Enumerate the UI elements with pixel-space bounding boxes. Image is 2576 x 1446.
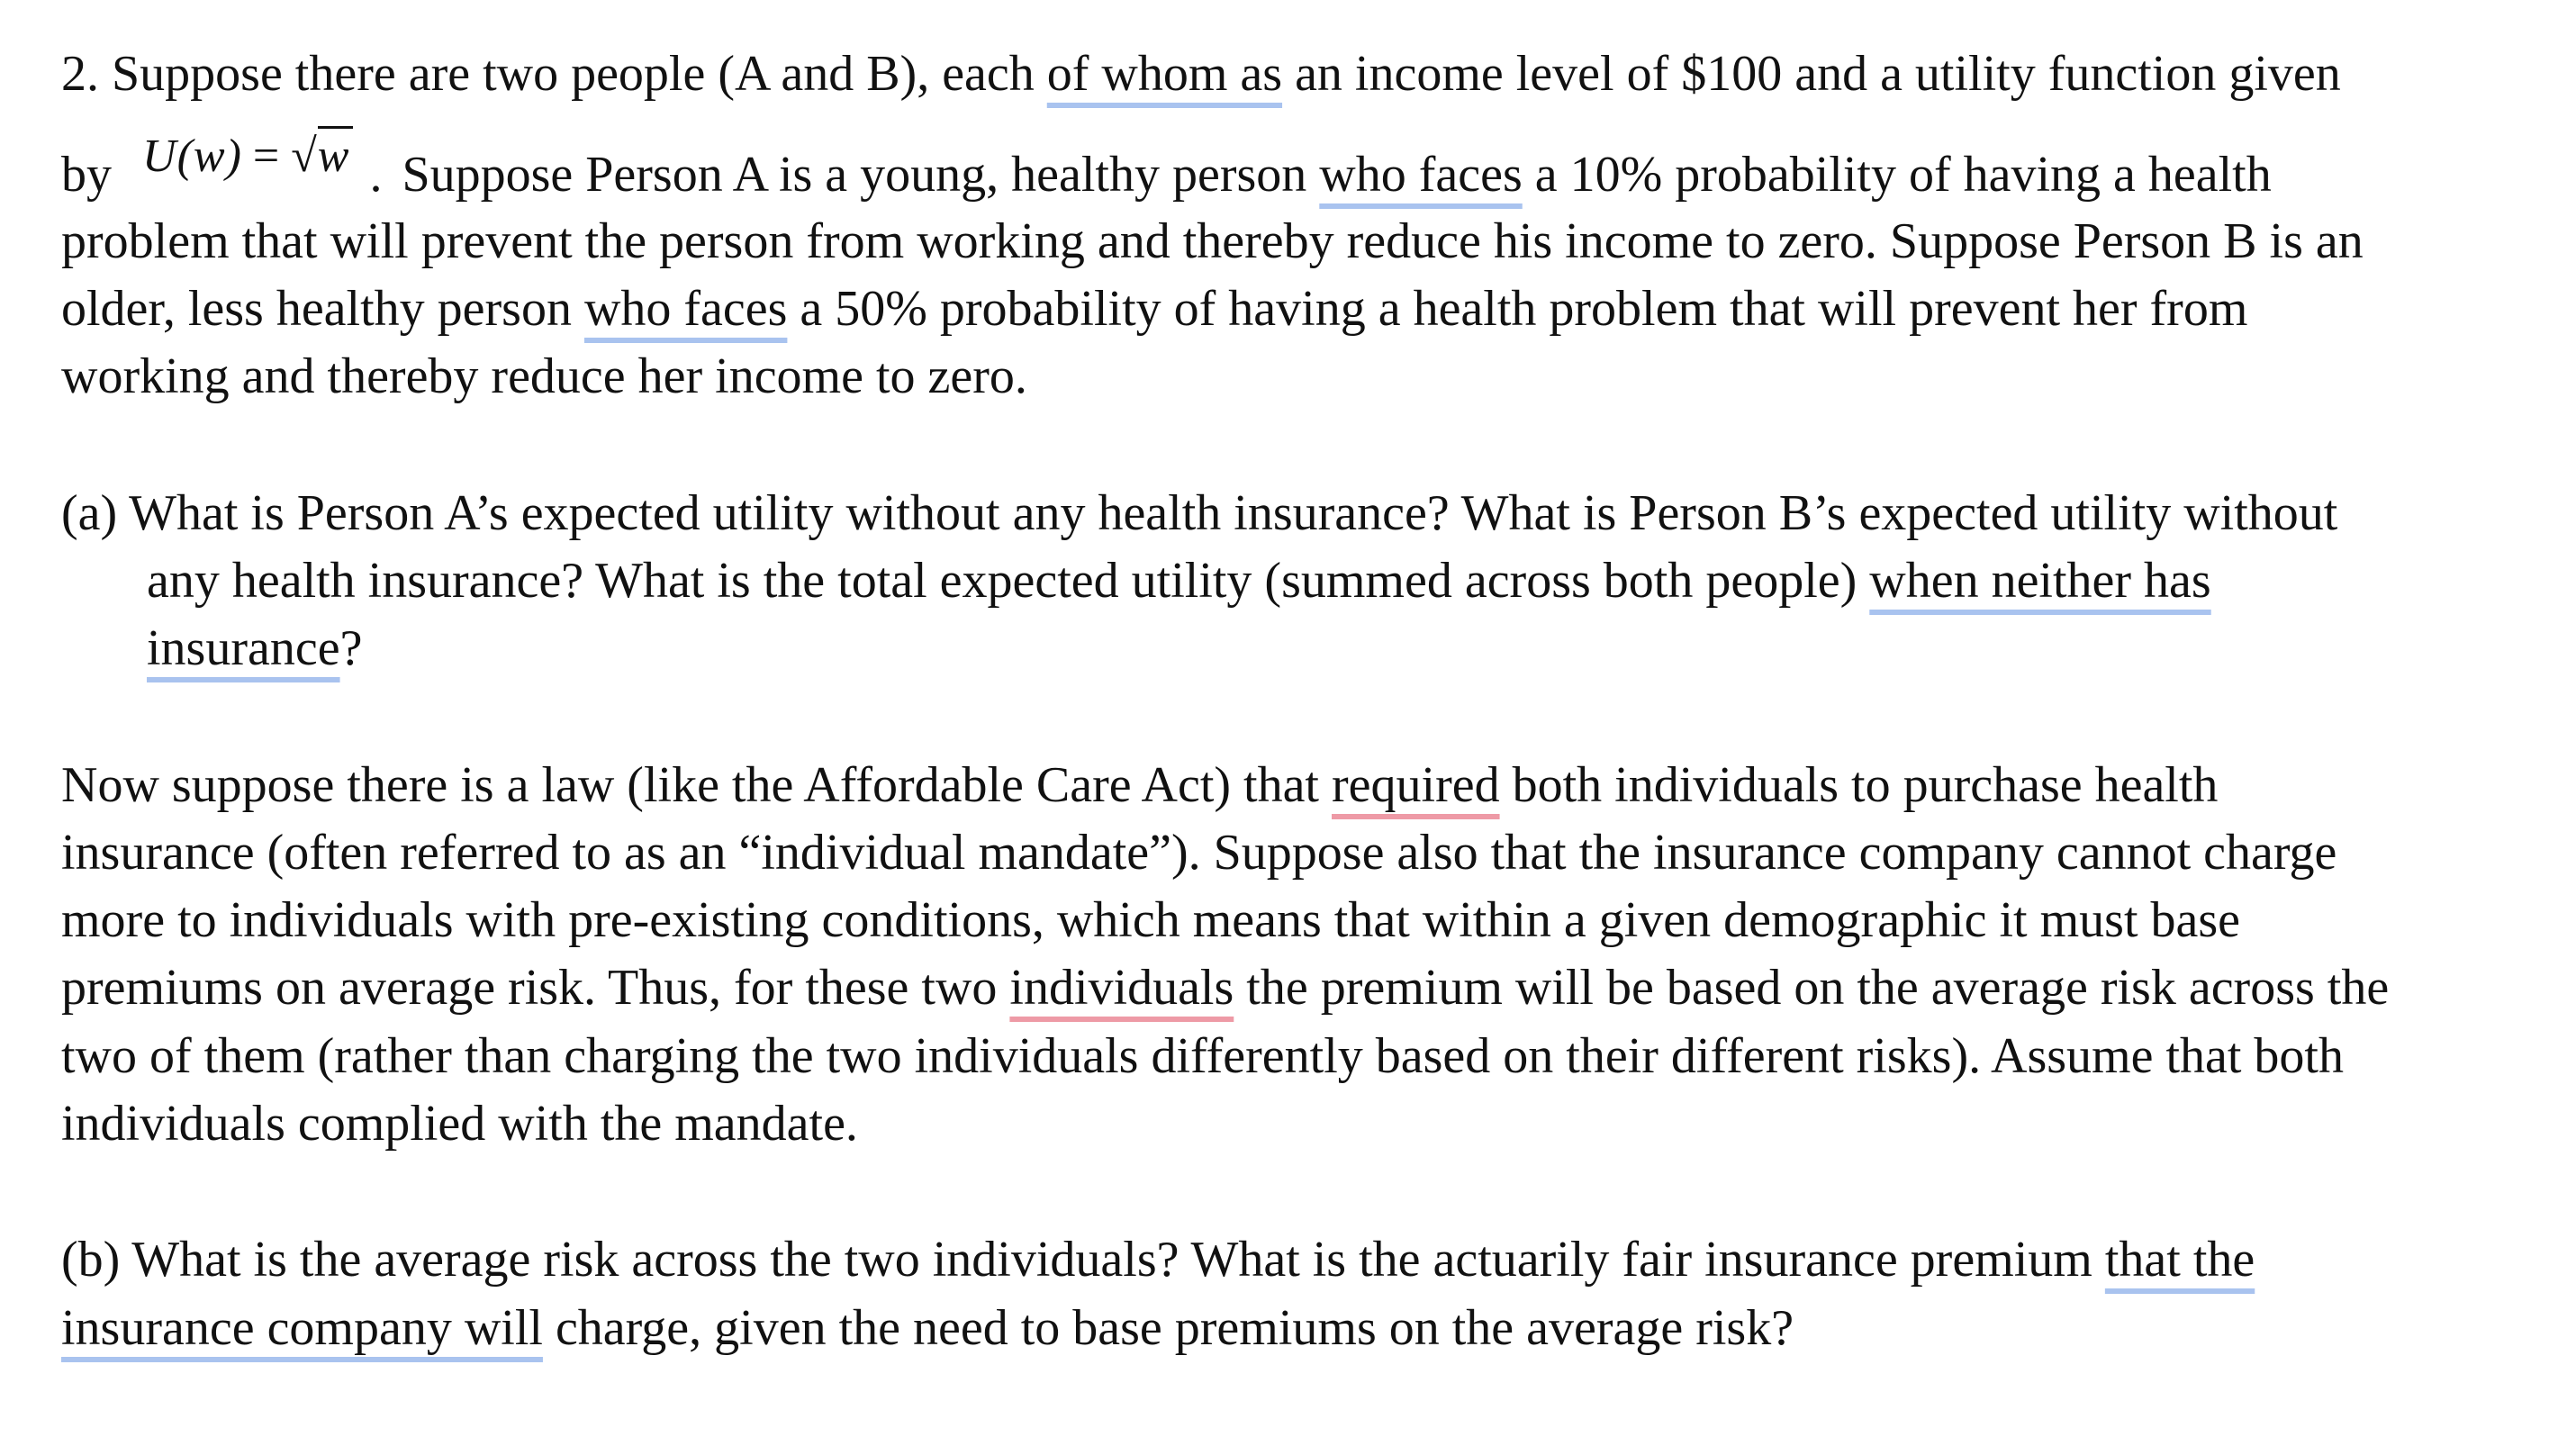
q2-line-2 (61, 131, 2272, 205)
para-line-4 (61, 959, 2389, 1017)
para-line-6 (61, 1095, 858, 1152)
text-span: . (369, 147, 383, 203)
math-symbol-u: U (142, 131, 177, 182)
text-span: individuals complied with the mandate. (61, 1096, 858, 1152)
q2-line-1 (61, 45, 2341, 103)
para-line-5 (61, 1027, 2344, 1085)
grammar-suggestion[interactable]: who faces (1319, 147, 1523, 203)
text-span: both individuals to purchase health (1499, 757, 2219, 813)
text-span: any health insurance? What is the total expected utility (summed across both people) (147, 553, 1870, 609)
text-span: by (61, 147, 124, 203)
text-span: older, less healthy person (61, 281, 584, 337)
qb-line-2 (61, 1299, 1794, 1357)
q2-line-3 (61, 212, 2364, 270)
grammar-suggestion[interactable]: of whom as (1046, 46, 1283, 102)
text-span: 2. Suppose there are two people (A and B), each (61, 46, 1047, 102)
spelling-suggestion[interactable]: required (1332, 757, 1500, 813)
text-span: ? (339, 620, 363, 676)
grammar-suggestion[interactable]: when neither has (1869, 553, 2211, 609)
text-span: Suppose Person A is a young, healthy person (402, 147, 1320, 203)
para-line-3 (61, 891, 2240, 949)
sqrt-icon: √ (291, 131, 318, 182)
grammar-suggestion[interactable]: insurance company will (61, 1300, 543, 1356)
para-line-1 (61, 756, 2218, 814)
spelling-suggestion[interactable]: individuals (1009, 960, 1234, 1016)
grammar-suggestion[interactable]: insurance (147, 620, 340, 676)
qa-line-1 (61, 484, 2337, 542)
grammar-suggestion[interactable]: who faces (583, 281, 788, 337)
para-line-2 (61, 824, 2336, 881)
qa-line-2 (147, 552, 2211, 610)
text-span: premiums on average risk. Thus, for these two (61, 960, 1010, 1016)
text-span: more to individuals with pre-existing conditions, which means that within a given demographic it must base (61, 892, 2241, 948)
text-span: insurance (often referred to as an “individual mandate”). Suppose also that the insurance company cannot charge (61, 825, 2337, 881)
text-span: an income level of $100 and a utility function given (1282, 46, 2341, 102)
text-span: (b) What is the average risk across the two individuals? What is the actuarily fair insurance premium (61, 1232, 2105, 1288)
qb-line-1 (61, 1231, 2255, 1288)
q2-line-4 (61, 280, 2247, 338)
utility-function-formula (142, 131, 353, 182)
text-span: problem that will prevent the person from working and thereby reduce his income to zero. Suppose Person B is an (61, 213, 2364, 269)
q2-line-5 (61, 348, 1027, 405)
text-span: a 10% probability of having a health (1522, 147, 2272, 203)
text-span: a 50% probability of having a health problem that will prevent her from (787, 281, 2248, 337)
math-equals: = (252, 131, 281, 182)
qa-line-3 (147, 619, 362, 677)
text-span: the premium will be based on the average risk across the (1234, 960, 2390, 1016)
math-argument: (w) (176, 131, 242, 182)
math-radicand: w (318, 126, 354, 182)
text-span: working and thereby reduce her income to zero. (61, 348, 1027, 404)
grammar-suggestion[interactable]: that the (2104, 1232, 2255, 1288)
text-span: Now suppose there is a law (like the Affordable Care Act) that (61, 757, 1332, 813)
text-span: (a) What is Person A’s expected utility without any health insurance? What is Person B’s expected utility without (61, 485, 2338, 541)
text-span: two of them (rather than charging the two individuals differently based on their different risks). Assume that both (61, 1028, 2344, 1084)
text-span: charge, given the need to base premiums on the average risk? (542, 1300, 1794, 1356)
